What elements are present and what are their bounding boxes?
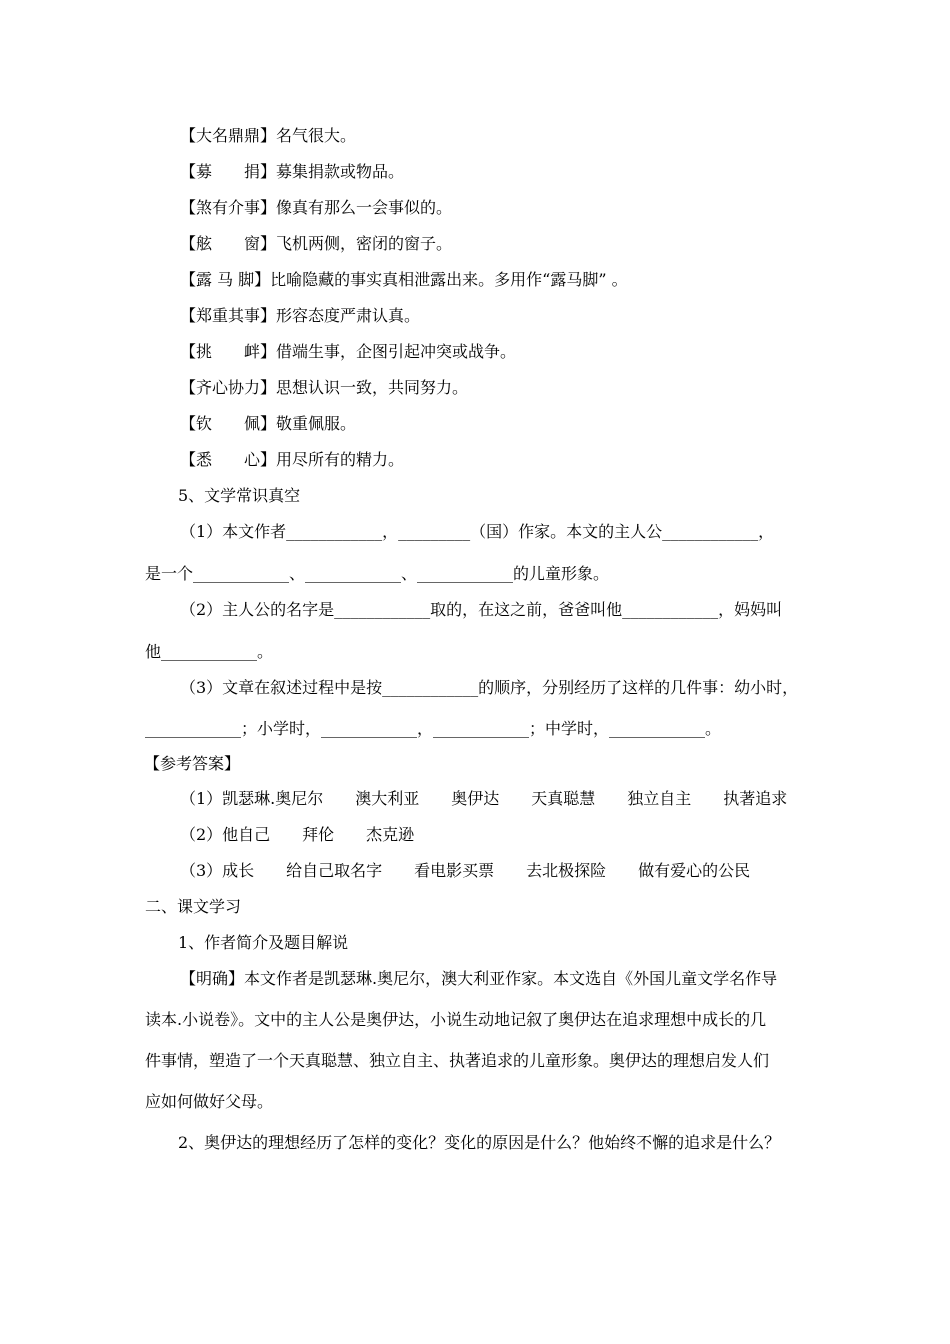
paragraph-line: 应如何做好父母。 [145, 1092, 274, 1111]
question-line: 他____________。 [145, 642, 274, 661]
vocab-entry: 【郑重其事】形容态度严肃认真。 [180, 306, 421, 325]
part-heading: 二、课文学习 [145, 897, 242, 916]
answer-line: （3）成长 给自己取名字 看电影买票 去北极探险 做有爱心的公民 [180, 861, 751, 880]
answer-line: （2）他自己 拜伦 杰克逊 [180, 825, 415, 844]
vocab-entry: 【齐心协力】思想认识一致，共同努力。 [180, 378, 469, 397]
answers-heading: 【参考答案】 [144, 754, 241, 773]
question-line: （3）文章在叙述过程中是按____________的顺序，分别经历了这样的几件事：幼小时， [180, 678, 799, 697]
paragraph-line: 读本.小说卷》。文中的主人公是奥伊达，小说生动地记叙了奥伊达在追求理想中成长的几 [145, 1010, 767, 1029]
vocab-entry: 【大名鼎鼎】名气很大。 [180, 126, 357, 145]
vocab-entry: 【煞有介事】像真有那么一会事似的。 [180, 198, 453, 217]
vocab-entry: 【钦 佩】敬重佩服。 [180, 414, 357, 433]
vocab-entry: 【挑 衅】借端生事，企图引起冲突或战争。 [180, 342, 517, 361]
section-heading: 5、文学常识真空 [178, 486, 301, 505]
question-line: （2）主人公的名字是____________取的，在这之前，爸爸叫他____________，妈妈叫 [180, 600, 783, 619]
question-line: ____________；小学时，____________，____________；中学时，____________。 [145, 719, 722, 738]
vocab-entry: 【募 捐】募集捐款或物品。 [180, 162, 405, 181]
vocab-entry: 【露 马 脚】比喻隐藏的事实真相泄露出来。多用作“露马脚” 。 [180, 270, 628, 289]
answer-line: （1）凯瑟琳.奥尼尔 澳大利亚 奥伊达 天真聪慧 独立自主 执著追求 [180, 789, 788, 808]
subsection-heading: 1、作者简介及题目解说 [178, 933, 349, 952]
subsection-heading: 2、奥伊达的理想经历了怎样的变化？变化的原因是什么？他始终不懈的追求是什么？ [178, 1133, 781, 1152]
paragraph-line: 【明确】本文作者是凯瑟琳.奥尼尔，澳大利亚作家。本文选自《外国儿童文学名作导 [180, 969, 778, 988]
vocab-entry: 【悉 心】用尽所有的精力。 [180, 450, 405, 469]
question-line: 是一个____________、____________、____________的儿童形象。 [145, 564, 610, 583]
question-line: （1）本文作者____________，_________（国）作家。本文的主人公____________， [180, 522, 775, 541]
paragraph-line: 件事情，塑造了一个天真聪慧、独立自主、执著追求的儿童形象。奥伊达的理想启发人们 [145, 1051, 770, 1070]
vocab-entry: 【舷 窗】飞机两侧，密闭的窗子。 [180, 234, 453, 253]
